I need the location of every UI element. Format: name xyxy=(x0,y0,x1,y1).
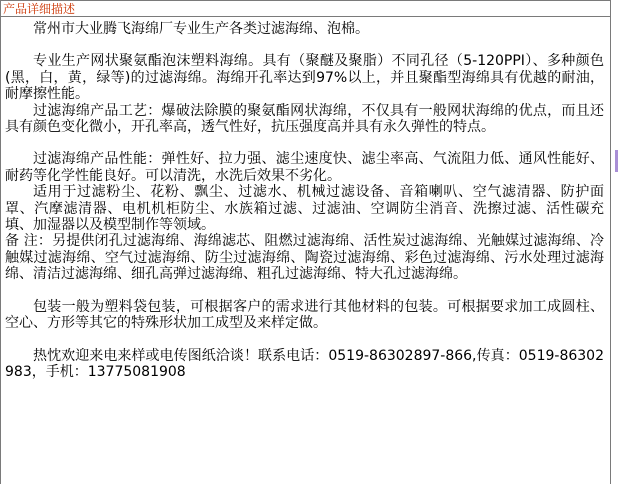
remarks-paragraph: 备 注：另提供闭孔过滤海绵、海绵滤芯、阻燃过滤海绵、活性炭过滤海绵、光触媒过滤海绵、冷触媒过滤海绵、空气过滤海绵、防尘过滤海绵、陶瓷过滤海绵、彩色过滤海绵、污水处理过滤海绵、清洁过滤海绵、细孔高弹过滤海绵、粗孔过滤海绵、特大孔过滤海绵。 xyxy=(5,233,604,283)
packaging-paragraph: 包装一般为塑料袋包装，可根据客户的需求进行其他材料的包装。可根据要求加工成圆柱、空心、方形等其它的特殊形状加工成型及来样定做。 xyxy=(5,298,604,332)
section-title: 产品详细描述 xyxy=(3,2,76,16)
product-paragraph: 专业生产网状聚氨酯泡沫塑料海绵。具有（聚醚及聚脂）不同孔径（5-120PPI）、多种颜色(黑，白，黄，绿等)的过滤海绵。海绵开孔率达到97%以上，并且聚酯型海绵具有优越的耐油，耐摩擦性能。 xyxy=(5,53,604,103)
performance-paragraph: 过滤海绵产品性能：弹性好、拉力强、滤尘速度快、滤尘率高、气流阻力低、通风性能好、耐药等化学性能良好。可以清洗，水洗后效果不劣化。 xyxy=(5,151,604,184)
description-body xyxy=(1,17,610,380)
application-paragraph: 适用于过滤粉尘、花粉、飘尘、过滤水、机械过滤设备、音箱喇叭、空气滤清器、防护面罩、汽摩滤清器、电机机柜防尘、水族箱过滤、过滤油、空调防尘消音、洗擦过滤、活性碳充填、加湿器以及模型制作等领域。 xyxy=(5,184,604,234)
contact-paragraph: 热忱欢迎来电来样或电传图纸洽谈！联系电话：0519-86302897-866,传真：0519-86302983，手机：13775081908 xyxy=(5,347,604,380)
section-header xyxy=(1,0,610,17)
intro-paragraph: 常州市大业腾飞海绵厂专业生产各类过滤海绵、泡棉。 xyxy=(33,21,369,37)
process-paragraph: 过滤海绵产品工艺：爆破法除膜的聚氨酯网状海绵，不仅具有一般网状海绵的优点，而且还具有颜色变化微小，开孔率高，透气性好，抗压强度高并具有永久弹性的特点。 xyxy=(5,102,604,136)
